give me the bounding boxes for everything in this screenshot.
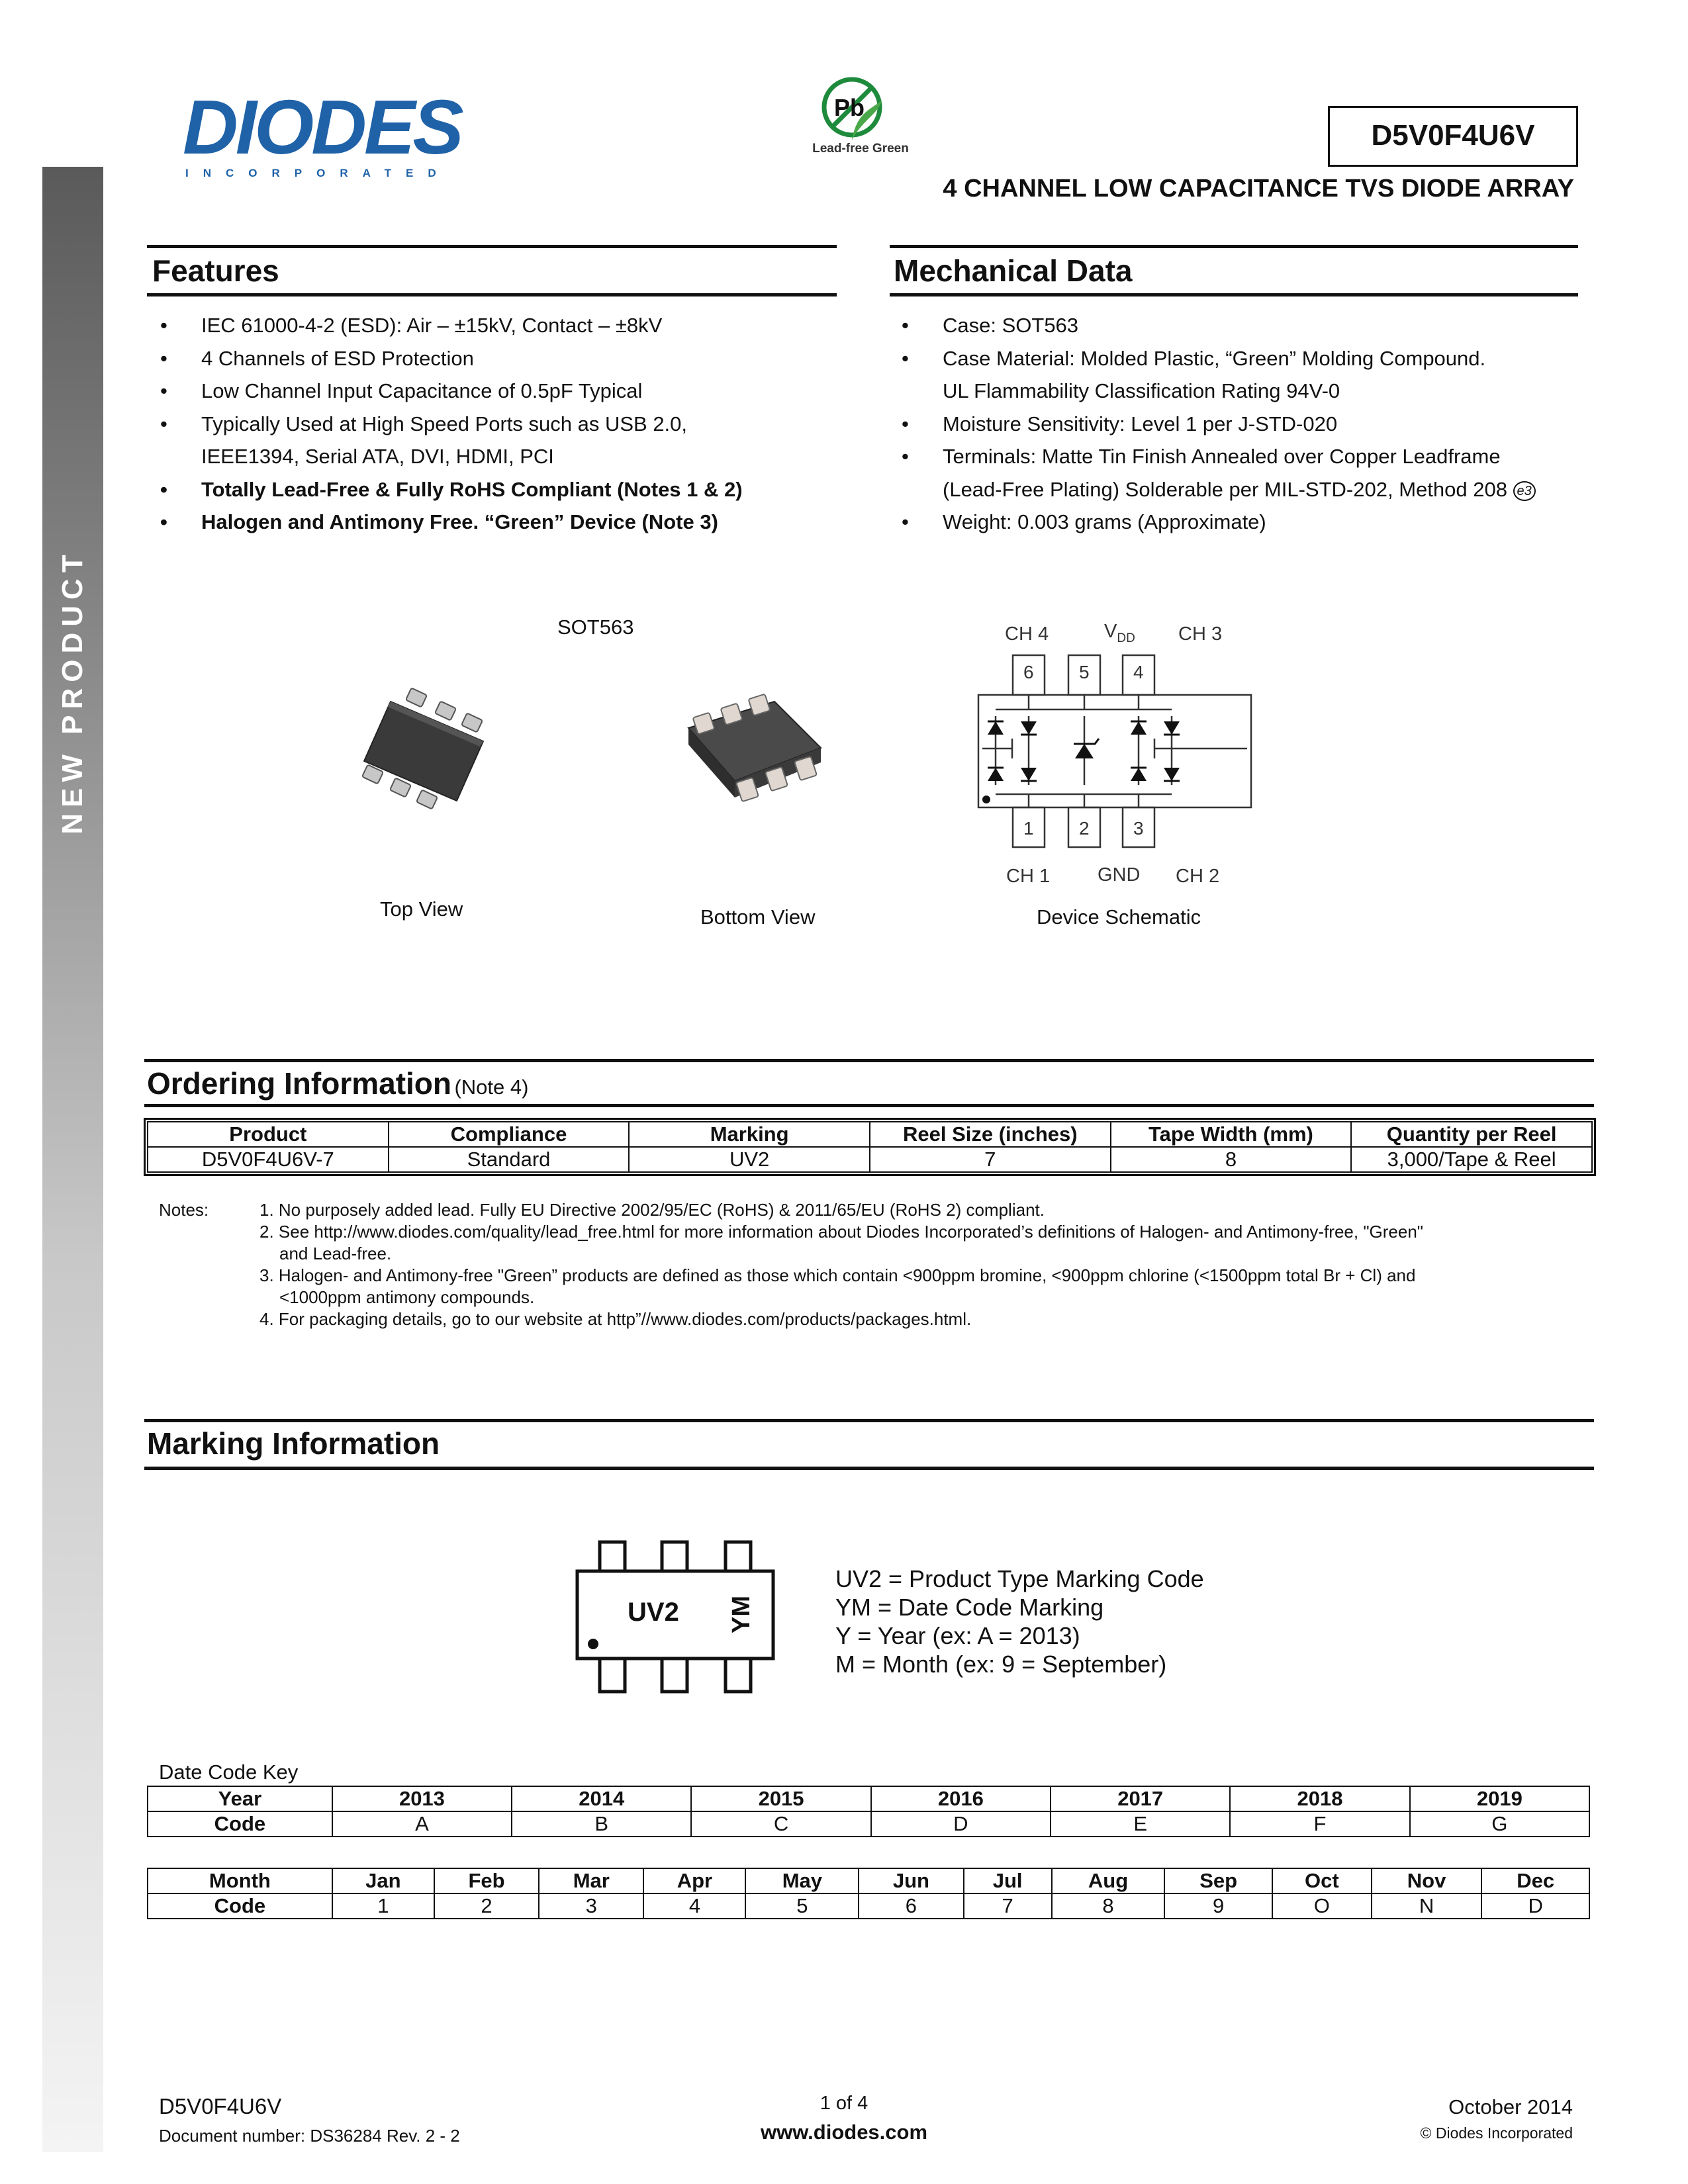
legend-line: Y = Year (ex: A = 2013) [835, 1622, 1080, 1649]
table-cell: 1 [332, 1893, 434, 1919]
footer-page: 1 of 4 [820, 2093, 868, 2114]
table-row [148, 1147, 1592, 1172]
mechanical-rule-bottom [890, 293, 1578, 296]
legend-line: UV2 = Product Type Marking Code [835, 1565, 1204, 1592]
feature-item: • Totally Lead-Free & Fully RoHS Compliant (Notes 1 & 2) [152, 473, 847, 506]
schematic-label-ch2: CH 2 [1176, 866, 1220, 887]
note-item-continued: and Lead-free. [279, 1244, 392, 1263]
note-item-continued: <1000ppm antimony compounds. [279, 1287, 535, 1307]
table-cell: 2018 [1230, 1786, 1409, 1811]
table-cell: 2017 [1051, 1786, 1230, 1811]
marking-rule-bottom [144, 1467, 1594, 1470]
table-cell: N [1372, 1893, 1482, 1919]
e3-mark: e3 [1513, 481, 1536, 501]
marking-title: Marking Information [147, 1426, 440, 1461]
table-cell: 2015 [691, 1786, 870, 1811]
month-code-table [147, 1868, 1590, 1919]
table-cell: 8 [1111, 1147, 1352, 1172]
column-header: Marking [629, 1122, 870, 1147]
footer-part: D5V0F4U6V [159, 2094, 282, 2118]
table-cell: 9 [1164, 1893, 1272, 1919]
table-cell: 2016 [871, 1786, 1051, 1811]
features-rule-top [147, 245, 837, 248]
note-item: 3. Halogen- and Antimony-free "Green” products are defined as those which contain <900ppm bromine, <900ppm chlorine (<1500ppm total Br + Cl) and [259, 1265, 1416, 1285]
table-cell: Oct [1272, 1868, 1372, 1893]
chip-product-code: UV2 [628, 1598, 679, 1627]
new-product-label: NEW PRODUCT [56, 549, 89, 835]
table-cell: 4 [643, 1893, 745, 1919]
schematic-label-vdd [1104, 621, 1135, 646]
row-header: Code [148, 1893, 332, 1919]
table-cell: Jan [332, 1868, 434, 1893]
table-cell: Dec [1481, 1868, 1589, 1893]
ordering-rule-bottom [144, 1104, 1594, 1107]
table-cell: A [332, 1811, 512, 1837]
side-banner [42, 167, 103, 2152]
features-list [152, 309, 847, 539]
table-cell: Mar [539, 1868, 643, 1893]
table-header-row [148, 1122, 1592, 1147]
logo-text: DIODES [183, 84, 461, 170]
schematic-label-ch1: CH 1 [1006, 866, 1051, 887]
table-row [148, 1893, 1589, 1919]
table-cell: 7 [870, 1147, 1111, 1172]
device-schematic [976, 653, 1254, 864]
footer-doc-number: Document number: DS36284 Rev. 2 - 2 [159, 2126, 460, 2146]
logo-subtext: INCORPORATED [185, 167, 451, 179]
part-number-box: D5V0F4U6V [1328, 106, 1578, 167]
table-cell: 2 [434, 1893, 539, 1919]
footer-copyright: © Diodes Incorporated [1420, 2124, 1573, 2142]
vdd-subscript: DD [1117, 631, 1135, 645]
document-subtitle: 4 CHANNEL LOW CAPACITANCE TVS DIODE ARRAY [943, 175, 1574, 203]
note-item: 1. No purposely added lead. Fully EU Directive 2002/95/EC (RoHS) & 2011/65/EU (RoHS 2) compliant. [259, 1200, 1045, 1220]
notes-list [259, 1199, 1583, 1330]
features-title: Features [152, 253, 279, 288]
table-cell: 2014 [512, 1786, 691, 1811]
pin-5: 5 [1079, 662, 1090, 682]
table-cell: May [745, 1868, 859, 1893]
table-cell: Jul [964, 1868, 1052, 1893]
mechanical-item-text: (Lead-Free Plating) Solderable per MIL-STD-202, Method 208 [943, 477, 1507, 501]
table-cell: O [1272, 1893, 1372, 1919]
table-cell: 6 [859, 1893, 963, 1919]
diodes-logo [183, 84, 461, 180]
table-cell: 2013 [332, 1786, 512, 1811]
bottom-view-caption: Bottom View [700, 905, 816, 929]
package-bottom-view [675, 688, 834, 821]
notes-label: Notes: [159, 1200, 209, 1220]
features-rule-bottom [147, 293, 837, 296]
lead-free-icon [816, 74, 888, 147]
package-top-view [344, 675, 496, 821]
mechanical-title: Mechanical Data [894, 253, 1133, 288]
table-cell: Nov [1372, 1868, 1482, 1893]
column-header: Quantity per Reel [1351, 1122, 1592, 1147]
table-cell: UV2 [629, 1147, 870, 1172]
table-cell: Apr [643, 1868, 745, 1893]
table-row [148, 1811, 1589, 1837]
table-cell: Aug [1052, 1868, 1165, 1893]
schematic-label-ch4: CH 4 [1005, 623, 1049, 645]
table-cell: D5V0F4U6V-7 [148, 1147, 389, 1172]
table-cell: Sep [1164, 1868, 1272, 1893]
mechanical-item: • Moisture Sensitivity: Level 1 per J-STD-020 [894, 408, 1595, 441]
note-item: 4. For packaging details, go to our website at http”//www.diodes.com/products/packages.html. [259, 1309, 972, 1329]
pin-1: 1 [1023, 818, 1034, 839]
mechanical-item-continued: UL Flammability Classification Rating 94V-0 [943, 379, 1340, 402]
ordering-note-ref: (Note 4) [454, 1075, 529, 1099]
table-cell: D [1481, 1893, 1589, 1919]
feature-item: • Low Channel Input Capacitance of 0.5pF Typical [152, 375, 847, 408]
pin-3: 3 [1133, 818, 1144, 839]
table-cell: Standard [389, 1147, 630, 1172]
schematic-label-gnd: GND [1098, 864, 1141, 886]
top-view-caption: Top View [380, 897, 463, 921]
mechanical-rule-top [890, 245, 1578, 248]
table-cell: G [1410, 1811, 1589, 1837]
table-cell: 3 [539, 1893, 643, 1919]
column-header: Reel Size (inches) [870, 1122, 1111, 1147]
column-header: Tape Width (mm) [1111, 1122, 1352, 1147]
footer-date: October 2014 [1448, 2095, 1573, 2118]
mechanical-item-continued [894, 473, 1595, 506]
table-cell: 7 [964, 1893, 1052, 1919]
table-cell: 5 [745, 1893, 859, 1919]
mechanical-item: • Weight: 0.003 grams (Approximate) [894, 506, 1595, 539]
legend-line: YM = Date Code Marking [835, 1594, 1104, 1621]
feature-item: • IEC 61000-4-2 (ESD): Air – ±15kV, Contact – ±8kV [152, 309, 847, 342]
schematic-label-ch3: CH 3 [1178, 623, 1223, 645]
column-header: Product [148, 1122, 389, 1147]
marking-legend [835, 1565, 1204, 1678]
vdd-text: V [1104, 621, 1117, 642]
mechanical-item: • Case Material: Molded Plastic, “Green” Molding Compound. [894, 342, 1595, 375]
table-cell: Feb [434, 1868, 539, 1893]
row-header: Year [148, 1786, 332, 1811]
table-cell: F [1230, 1811, 1409, 1837]
mechanical-item: • Case: SOT563 [894, 309, 1595, 342]
pin-4: 4 [1133, 662, 1144, 682]
ordering-rule-top [144, 1059, 1594, 1062]
ordering-table [147, 1121, 1593, 1173]
table-cell: D [871, 1811, 1051, 1837]
feature-item: • Halogen and Antimony Free. “Green” Device (Note 3) [152, 506, 847, 539]
table-row [148, 1786, 1589, 1811]
table-cell: C [691, 1811, 870, 1837]
table-cell: Jun [859, 1868, 963, 1893]
pin-2: 2 [1079, 818, 1090, 839]
feature-item: • 4 Channels of ESD Protection [152, 342, 847, 375]
table-cell: 3,000/Tape & Reel [1351, 1147, 1592, 1172]
pb-text: Pb [834, 94, 865, 121]
year-code-table [147, 1786, 1590, 1837]
column-header: Compliance [389, 1122, 630, 1147]
feature-item-continued: IEEE1394, Serial ATA, DVI, HDMI, PCI [201, 445, 554, 468]
package-name: SOT563 [557, 615, 634, 639]
ordering-heading [147, 1066, 528, 1101]
chip-date-code: YM [727, 1596, 755, 1633]
lead-free-label: Lead-free Green [812, 142, 909, 156]
schematic-caption: Device Schematic [1037, 905, 1201, 929]
pin-6: 6 [1023, 662, 1034, 682]
feature-item: • Typically Used at High Speed Ports such as USB 2.0, [152, 408, 847, 441]
table-cell: E [1051, 1811, 1230, 1837]
date-code-title: Date Code Key [159, 1760, 299, 1784]
table-row [148, 1868, 1589, 1893]
ordering-title: Ordering Information [147, 1066, 451, 1101]
marking-diagram [575, 1539, 777, 1698]
note-item: 2. See http://www.diodes.com/quality/lead_free.html for more information about Diodes Incorporated’s definitions of Halogen- and Antimony-free, "Green" [259, 1222, 1424, 1242]
footer-website[interactable]: www.diodes.com [760, 2120, 928, 2144]
mechanical-item: • Terminals: Matte Tin Finish Annealed over Copper Leadframe [894, 440, 1595, 473]
mechanical-list [894, 309, 1595, 539]
row-header: Code [148, 1811, 332, 1837]
marking-rule-top [144, 1419, 1594, 1422]
legend-line: M = Month (ex: 9 = September) [835, 1651, 1167, 1678]
row-header: Month [148, 1868, 332, 1893]
table-cell: 8 [1052, 1893, 1165, 1919]
table-cell: B [512, 1811, 691, 1837]
table-cell: 2019 [1410, 1786, 1589, 1811]
